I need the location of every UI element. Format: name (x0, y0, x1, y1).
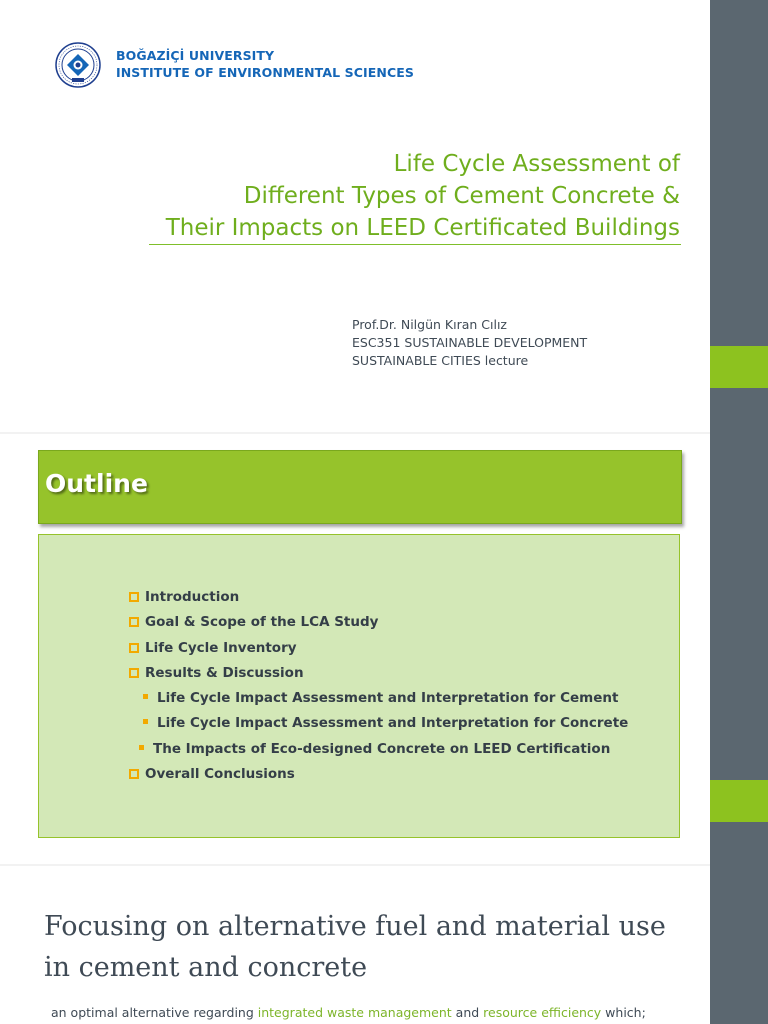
title-slide (0, 0, 710, 432)
sub-list-item (129, 690, 628, 715)
focus-slide (0, 866, 710, 1024)
sidebar-accent-block (710, 780, 768, 822)
list-item-text: Overall Conclusions (145, 766, 295, 783)
list-item-text: Life Cycle Inventory (145, 639, 297, 656)
list-item-text: The Impacts of Eco-designed Concrete on LEED Certification (153, 740, 611, 757)
right-sidebar (710, 0, 768, 1024)
list-item (129, 665, 628, 690)
list-item (129, 614, 628, 639)
list-item-text: Life Cycle Impact Assessment and Interpretation for Cement (157, 690, 619, 707)
title-underline (149, 244, 681, 245)
intro-before: an optimal alternative regarding (51, 1005, 258, 1020)
list-item-text: Introduction (145, 589, 240, 605)
title-line: Their Impacts on LEED Certificated Buildings (165, 215, 680, 241)
square-bullet-icon (143, 694, 148, 699)
presentation-title (120, 148, 680, 244)
checkbox-bullet-icon (129, 592, 139, 602)
title-line: Life Cycle Assessment of (393, 151, 680, 177)
list-item (129, 640, 628, 665)
outline-header-bar (38, 450, 682, 524)
intro-after: which; (601, 1005, 646, 1020)
focus-heading (44, 906, 694, 988)
institute-name: INSTITUTE OF ENVIRONMENTAL SCIENCES (116, 65, 414, 80)
university-name: BOĞAZİÇİ UNIVERSITY (116, 48, 275, 63)
list-item (129, 766, 628, 791)
course-name: ESC351 SUSTAINABLE DEVELOPMENT (352, 335, 588, 350)
author-name: Prof.Dr. Nilgün Kıran Cılız (352, 317, 507, 332)
checkbox-bullet-icon (129, 668, 139, 678)
highlight-resource-efficiency: resource efficiency (483, 1005, 602, 1020)
heading-line: Focusing on alternative fuel and material use (44, 911, 666, 942)
sub-list-item (129, 741, 628, 766)
outline-content-box (38, 534, 680, 838)
author-block (352, 316, 587, 370)
title-line: Different Types of Cement Concrete & (243, 183, 680, 209)
list-item-text: Goal & Scope of the LCA Study (145, 614, 379, 631)
sidebar-accent-block (710, 346, 768, 388)
outline-slide (0, 434, 710, 864)
university-seal-icon (55, 42, 101, 88)
institution-name (116, 47, 414, 81)
lecture-name: SUSTAINABLE CITIES lecture (352, 353, 529, 368)
checkbox-bullet-icon (129, 643, 139, 653)
intro-middle: and (451, 1005, 484, 1020)
checkbox-bullet-icon (129, 617, 139, 627)
list-item-text: Life Cycle Impact Assessment and Interpretation for Concrete (157, 715, 629, 732)
square-bullet-icon (139, 745, 144, 750)
outline-heading: Outline (45, 469, 148, 498)
checkbox-bullet-icon (129, 769, 139, 779)
heading-line: in cement and concrete (44, 952, 368, 983)
list-item (129, 589, 628, 614)
list-item-text: Results & Discussion (145, 664, 304, 681)
square-bullet-icon (143, 719, 148, 724)
outline-list (129, 589, 628, 791)
intro-text (51, 1005, 646, 1020)
highlight-waste-management: integrated waste management (257, 1005, 452, 1020)
sub-list-item (129, 715, 628, 740)
